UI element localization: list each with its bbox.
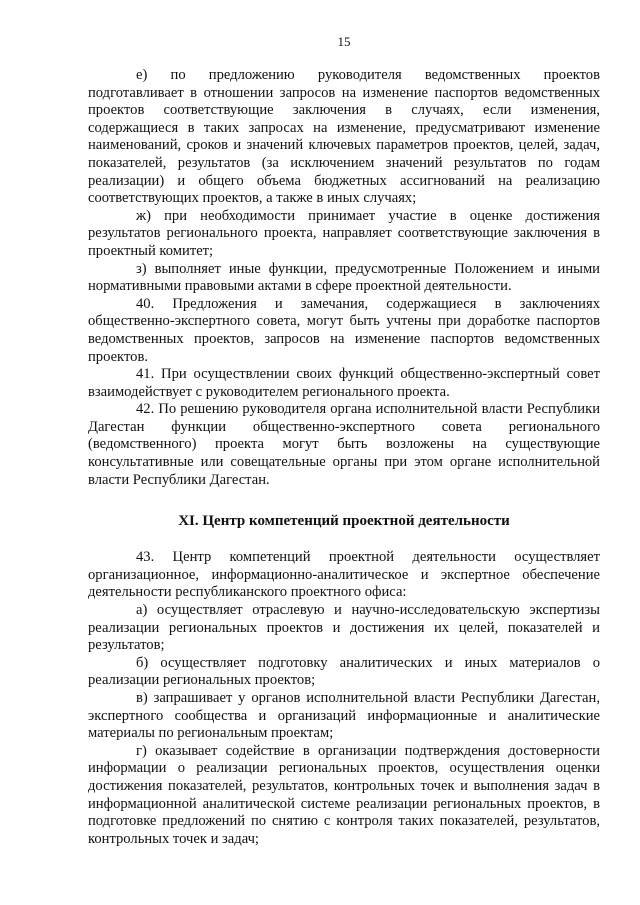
paragraph-43: 43. Центр компетенций проектной деятельности осуществляет организационное, информационно-аналитическое и экспертное обеспечение деятельности республиканского проектного офиса: (88, 549, 600, 601)
paragraph-g: г) оказывает содействие в организации подтверждения достоверности информации о реализации региональных проектов, осуществления оценки достижения показателей, результатов, контрольных точек и выполнения задач в информационной аналитической системе реализации региональных проектов, в подготовке предложений по снятию с контроля таких показателей, результатов, контрольных точек и задач; (88, 742, 600, 847)
paragraph-a: а) осуществляет отраслевую и научно-исследовательскую экспертизы реализации региональных проектов и достижения их целей, показателей и результатов; (88, 602, 600, 654)
paragraph-41: 41. При осуществлении своих функций общественно-экспертный совет взаимодействует с руководителем регионального проекта. (88, 366, 600, 400)
paragraph-z: з) выполняет иные функции, предусмотренные Положением и иными нормативными правовыми актами в сфере проектной деятельности. (88, 260, 600, 295)
paragraph-b: б) осуществляет подготовку аналитических и иных материалов о реализации региональных проектов; (88, 654, 600, 689)
paragraph-e: е) по предложению руководителя ведомственных проектов подготавливает в отношении запросов на изменение паспортов ведомственных проектов соответствующие заключения в случаях, если изменения, содержащиеся в таких запросах на изменение, предусматривают изменение наименований, сроков и значений ключевых параметров проектов, целей, задач, показателей, результатов (за исключением значений результатов по годам реализации) и общего объема бюджетных ассигнований на реализацию соответствующих проектов, а также в иных случаях; (88, 67, 600, 207)
section-heading: XI. Центр компетенций проектной деятельности (178, 513, 510, 530)
paragraph-42: 42. По решению руководителя органа исполнительной власти Республики Дагестан функции общественно-экспертного совета регионального (ведомственного) проекта могут быть возложены на существующие консультативные или совещательные органы при этом органе исполнительной власти Республики Дагестан. (88, 401, 600, 488)
paragraph-zh: ж) при необходимости принимает участие в оценке достижения результатов регионального проекта, направляет соответствующие заключения в проектный комитет; (88, 207, 600, 259)
paragraph-v: в) запрашивает у органов исполнительной власти Республики Дагестан, экспертного сообщества и организаций информационные и аналитические материалы по региональным проектам; (88, 690, 600, 742)
page-number: 15 (337, 34, 351, 49)
paragraph-40: 40. Предложения и замечания, содержащиеся в заключениях общественно-экспертного совета, могут быть учтены при доработке паспортов ведомственных проектов, запросов на изменение паспортов ведомственных проектов. (88, 295, 600, 365)
